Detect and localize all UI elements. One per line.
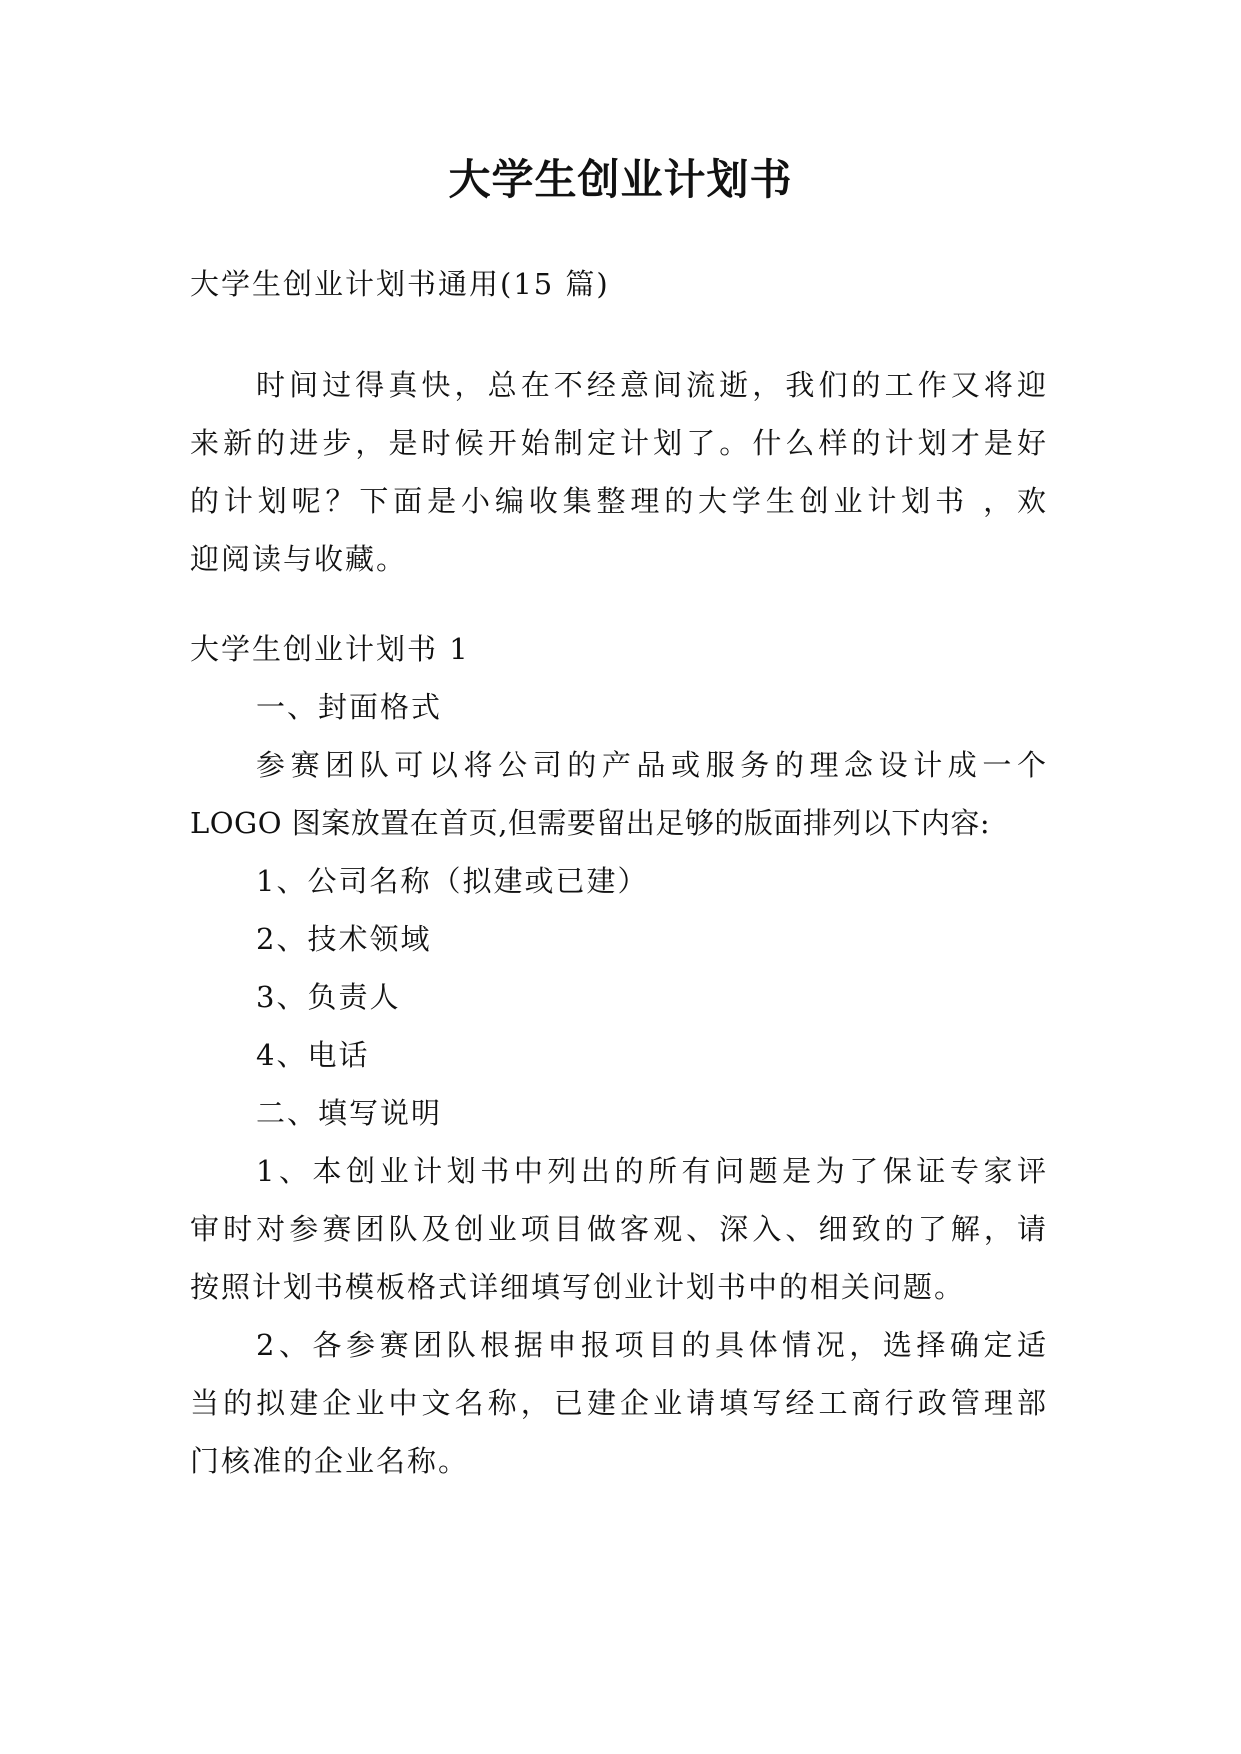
section-1	[190, 620, 1048, 1490]
cover-item: 1、公司名称（拟建或已建）	[256, 864, 649, 898]
subtitle-text: 大学生创业计划书通用(15 篇)	[190, 267, 610, 301]
rule-2-line: 门核准的企业名称。	[190, 1444, 470, 1478]
intro-line: 迎阅读与收藏。	[190, 542, 408, 576]
intro-line: 来新的进步，是时候开始制定计划了。什么样的计划才是好	[190, 426, 1048, 460]
cover-item: 4、电话	[256, 1038, 370, 1072]
cover-desc-line: LOGO 图案放置在首页,但需要留出足够的版面排列以下内容:	[190, 806, 991, 840]
document-title: 大学生创业计划书	[448, 155, 793, 204]
rule-1-line: 审时对参赛团队及创业项目做客观、深入、细致的了解，请	[190, 1212, 1048, 1246]
rule-1-line: 按照计划书模板格式详细填写创业计划书中的相关问题。	[190, 1270, 966, 1304]
section-heading: 大学生创业计划书 1	[190, 632, 470, 666]
cover-item: 2、技术领域	[256, 922, 432, 956]
cover-item: 3、负责人	[256, 980, 401, 1014]
fill-heading: 二、填写说明	[256, 1096, 443, 1130]
intro-line: 时间过得真快，总在不经意间流逝，我们的工作又将迎	[256, 368, 1048, 402]
rule-1-line: 1、本创业计划书中列出的所有问题是为了保证专家评	[256, 1154, 1048, 1188]
rule-2-line: 当的拟建企业中文名称，已建企业请填写经工商行政管理部	[190, 1386, 1048, 1420]
document-subtitle	[190, 255, 1048, 313]
cover-heading: 一、封面格式	[256, 690, 443, 724]
intro-line: 的计划呢？下面是小编收集整理的大学生创业计划书 ，欢	[190, 484, 1048, 518]
cover-desc-line: 参赛团队可以将公司的产品或服务的理念设计成一个	[256, 748, 1048, 782]
intro-paragraph	[190, 356, 1048, 588]
rule-2-line: 2、各参赛团队根据申报项目的具体情况，选择确定适	[256, 1328, 1048, 1362]
